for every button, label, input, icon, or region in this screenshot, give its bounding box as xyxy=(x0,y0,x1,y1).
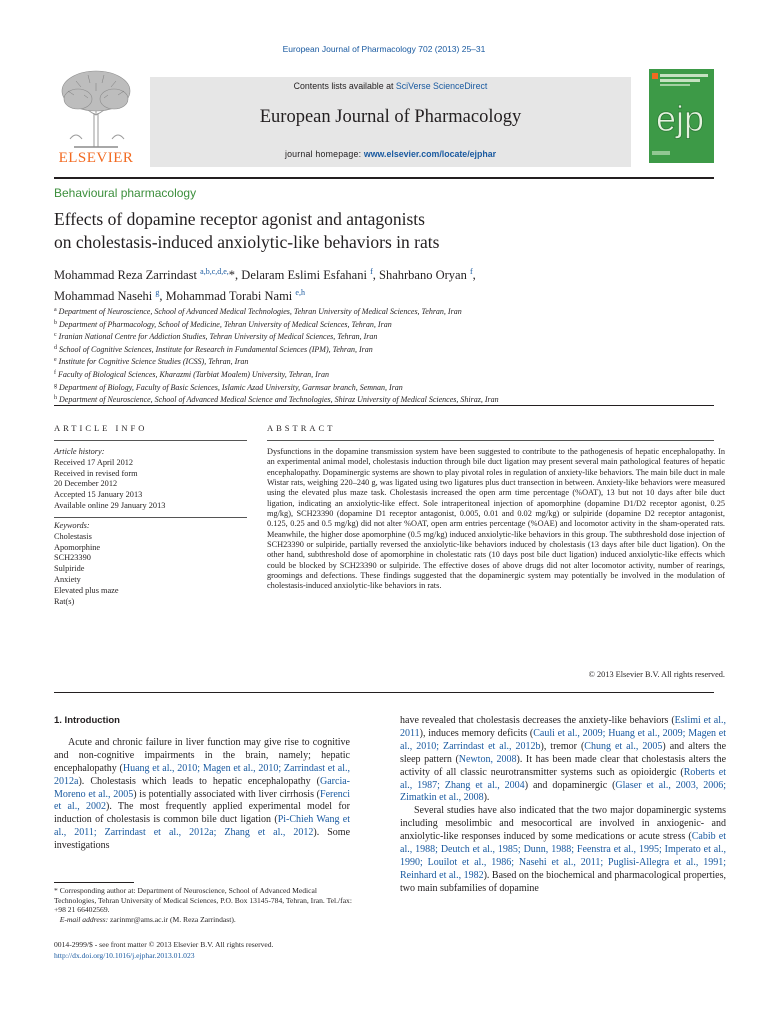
journal-citation[interactable]: European Journal of Pharmacology 702 (2013) 25–31 xyxy=(282,44,486,54)
affiliation: $^f$ Faculty of Biological Sciences, Kharazmi (Tarbiat Moalem) University, Tehran, Iran xyxy=(54,369,329,379)
abstract-text: Dysfunctions in the dopamine transmission system have been suggested to contribute to the pathogenesis of hepatic encephalopathy. In an experimental animal model, cholestasis induction through bile duct ligation may present several main pathological features of hepatic encephalopathy. Dopaminergic systems are shown to play pivotal roles in regulation of anxiety-like behaviors. The main bile duct in male Wistar rats, weighing 220–240 g, was ligated using two ligatures plus duct transection in between. Anxiety-like behaviors were measured using the elevated plus maze task. Cholestasis increased the open arm time percentage (%OAT), 13 but not 10 days after bile duct ligation, indicating an anxiolytic-like effect. Sole intraperitoneal injection of apomorphine (dopamine D1/D2 receptor agonist, 0.25 mg/kg), SCH23390 (dopamine D1 receptor antagonist, 0.005, 0.01 and 0.02 mg/kg) or sulpiride (dopamine D2 receptor antagonist, 0.125, 0.25 and 0.5 mg/kg) did not alter %OAT, open arm entries percentage (%OAE) and locomotor activity in the sham-operated rats. Meanwhile, the higher dose apomorphine (0.5 mg/kg) induced anxiolytic-like behaviors in this group. The subthreshold dose injection of SCH23390 or sulpiride, partially reversed the anxiolytic-like behaviors induced by cholestasis (13 days after bile duct ligation). On the other hand, subthreshold dose of apomorphine in cholestatic rats (10 days post bile duct ligation) induced anxiolytic-like effects which could be blocked by SCH23390 or sulpiride. The effective doses of above drugs did not alter locomotor activity, number of rearings, groomings and defections. These findings suggested that the dopaminergic system may potentially be involved in the modulation of cholestasis-induced anxiolytic-like behaviors in rats. xyxy=(267,447,725,591)
citation-link[interactable]: Pi-Chieh Wang et al., 2011; Zarrindast et al., 2012a; Zhang et al., 2012 xyxy=(54,814,351,839)
citation-link[interactable]: Huang et al., 2010; Magen et al., 2010; Zarrindast et al., 2012a xyxy=(54,762,350,787)
affiliation: $^c$ Iranian National Centre for Addiction Studies, Tehran University of Medical Sciences, Tehran, Iran xyxy=(54,332,378,342)
email-label: E-mail address: xyxy=(59,914,109,924)
citation-link[interactable]: Garcia-Moreno et al., 2005 xyxy=(54,775,350,800)
intro-paragraph xyxy=(400,715,726,805)
intro-paragraph xyxy=(54,737,350,853)
citation-link[interactable]: Newton, 2008 xyxy=(458,753,517,765)
corresponding-author-footnote xyxy=(54,886,354,924)
paragraph-text: Several studies have also indicated that the two major dopaminergic systems including mesolimbic and mesocortical are involved in anxiogenic- and anxiolytic-like responses induced by some medications or acute stress ( xyxy=(400,805,726,843)
article-info-heading: ARTICLE INFO xyxy=(54,423,148,433)
keyword: SCH23390 xyxy=(54,553,91,563)
author-affiliation-link[interactable]: f xyxy=(469,267,473,276)
history-item: Received in revised form xyxy=(54,468,138,478)
contents-prefix: Contents lists available at xyxy=(293,81,396,91)
affiliation: $^g$ Department of Biology, Faculty of Basic Sciences, Islamic Azad University, Garmsar branch, Semnan, Iran xyxy=(54,382,403,392)
keyword: Apomorphine xyxy=(54,542,101,552)
body-column-right xyxy=(400,715,726,896)
citation-link[interactable]: Eslimi et al., 2011 xyxy=(400,715,726,739)
paragraph-text: have revealed that cholestasis decreases the anxiety-like behaviors ( xyxy=(400,715,675,726)
keyword: Cholestasis xyxy=(54,531,92,541)
keyword: Anxiety xyxy=(54,574,81,584)
journal-cover-thumbnail[interactable] xyxy=(649,69,714,163)
author: Mohammad Nasehi $^g$, xyxy=(54,288,166,303)
citation-link[interactable]: Cabib et al., 1988; Deutch et al., 1985; Dunn, 1988; Feenstra et al., 1995; Imperato et al., 1990; Louilot et al., 1986; Nasehi et al., 2011; Puglisi-Allegra et al., 1991; Reinhard et al., 1982 xyxy=(400,831,727,881)
article-title xyxy=(54,208,714,254)
paragraph-text: Acute and chronic failure in liver function may give rise to cognitive and non-cognitive impairments in the brain, namely; hepatic encephalopathy ( xyxy=(54,736,350,774)
history-item: Accepted 15 January 2013 xyxy=(54,490,143,500)
homepage-prefix: journal homepage: xyxy=(284,149,364,159)
author-affiliation-link[interactable]: e,h xyxy=(295,288,305,297)
paragraph-text: ), tremor ( xyxy=(540,740,585,752)
body-column-left xyxy=(54,715,350,853)
homepage-line xyxy=(150,149,631,159)
citation-link[interactable]: Glaser et al., 2003, 2006; Zimatkin et al., 2008 xyxy=(400,779,726,804)
journal-header xyxy=(54,69,714,170)
issn-line: 0014-2999/$ - see front matter © 2013 Elsevier B.V. All rights reserved. xyxy=(54,940,274,949)
intro-paragraph xyxy=(400,805,726,895)
section-label: Behavioural pharmacology xyxy=(54,186,197,200)
keyword: Elevated plus maze xyxy=(54,585,119,595)
paragraph-text: ). It has been made clear that cholestasis alters the activity of all classic neurotransmitter systems such as opioidergic ( xyxy=(400,753,727,778)
keywords-rule xyxy=(54,517,247,518)
abstract-heading: ABSTRACT xyxy=(267,423,336,433)
paragraph-text: ). Cholestasis which leads to hepatic encephalopathy ( xyxy=(78,775,321,787)
author: Mohammad Reza Zarrindast $^{a,b,c,d,e,}$*, xyxy=(54,267,242,282)
title-line-2: on cholestasis-induced anxiolytic-like behaviors in rats xyxy=(54,232,440,252)
author: Delaram Eslimi Esfahani $^f$, xyxy=(241,267,379,282)
history-label: Article history: xyxy=(54,447,105,456)
footnote-rule xyxy=(54,882,134,883)
affiliation-rule xyxy=(54,405,714,406)
history-item: 20 December 2012 xyxy=(54,479,118,489)
corresponding-author-text: * Corresponding author at: Department of Neuroscience, School of Advanced Medical Technologies, Tehran University of Medical Sciences, P.O. Box 13145-784, Tehran, Iran. Tel./fax: +98 21 66402569. xyxy=(54,886,352,915)
history-item: Received 17 April 2012 xyxy=(54,457,134,467)
paragraph-text: ) is potentially associated with liver cirrhosis ( xyxy=(133,788,321,800)
keywords-label: Keywords: xyxy=(54,521,90,530)
history-item: Available online 29 January 2013 xyxy=(54,500,166,510)
doi-link[interactable]: http://dx.doi.org/10.1016/j.ejphar.2013.01.023 xyxy=(54,950,195,960)
paragraph-text: ) and dopaminergic ( xyxy=(524,779,616,791)
affiliation: $^b$ Department of Pharmacology, School of Medicine, Tehran University of Medical Sciences, Tehran, Iran xyxy=(54,319,392,329)
journal-name: European Journal of Pharmacology xyxy=(259,107,522,127)
keyword: Sulpiride xyxy=(54,564,85,574)
paragraph-text: ). Some investigations xyxy=(54,827,351,852)
author-list xyxy=(54,263,714,305)
affiliation: $^d$ School of Cognitive Sciences, Institute for Research in Fundamental Sciences (IPM), Tehran, Iran xyxy=(54,344,373,354)
keywords xyxy=(54,521,247,607)
corresponding-mark[interactable]: * xyxy=(228,268,236,282)
homepage-link[interactable]: www.elsevier.com/locate/ejphar xyxy=(363,149,497,159)
affiliation-list xyxy=(54,305,714,406)
elsevier-wordmark: ELSEVIER xyxy=(58,150,134,166)
email-address[interactable]: zarinmr@ams.ac.ir (M. Reza Zarrindast). xyxy=(108,914,236,924)
journal-banner xyxy=(150,77,631,167)
paragraph-text: ). Based on the biochemical and pharmacological properties, two main subfamilies of dopamine xyxy=(400,869,727,894)
sciencedirect-link[interactable]: SciVerse ScienceDirect xyxy=(395,81,488,91)
contents-line xyxy=(150,81,631,91)
article-info-rule xyxy=(54,440,247,441)
author: Mohammad Torabi Nami $^{e,h}$ xyxy=(165,288,305,303)
paragraph-text: ). xyxy=(483,792,490,804)
article-history xyxy=(54,447,247,512)
author-affiliation-link[interactable]: f xyxy=(370,267,373,276)
citation-link[interactable]: Roberts et al., 1987; Zhang et al., 2004 xyxy=(400,766,726,791)
citation-link[interactable]: Ferenci et al., 2002 xyxy=(54,788,351,813)
author-affiliation-link[interactable]: g xyxy=(155,288,160,297)
author: Shahrbano Oryan $^f$, xyxy=(379,267,476,282)
paragraph-text: ) and alters the sleep pattern ( xyxy=(400,740,727,765)
citation-link[interactable]: Chung et al., 2005 xyxy=(584,740,663,752)
affiliation: $^e$ Institute for Cognitive Science Studies (ICSS), Tehran, Iran xyxy=(54,357,249,367)
abstract-copyright: © 2013 Elsevier B.V. All rights reserved. xyxy=(588,670,725,679)
affiliation: $^h$ Department of Neuroscience, School of Advanced Medical Science and Technologies, Shiraz University of Medical Sciences, Shiraz, Iran xyxy=(54,395,499,405)
keyword: Rat(s) xyxy=(54,596,75,606)
email-line xyxy=(54,915,354,925)
abstract-bottom-rule xyxy=(54,692,714,693)
author-affiliation-link[interactable]: a,b,c,d,e, xyxy=(200,267,229,276)
title-line-1: Effects of dopamine receptor agonist and antagonists xyxy=(54,209,425,229)
cover-logo-text: ejp xyxy=(655,98,705,139)
paragraph-text: ), induces memory deficits ( xyxy=(419,727,534,739)
abstract-rule xyxy=(267,440,714,441)
citation-link[interactable]: Cauli et al., 2009; Huang et al., 2009; Magen et al., 2010; Zarrindast et al., 2012b xyxy=(400,727,726,752)
header-rule xyxy=(54,177,714,179)
front-matter-meta xyxy=(54,940,384,961)
affiliation: $^a$ Department of Neuroscience, School of Advanced Medical Technologies, Tehran University of Medical Sciences, Tehran, Iran xyxy=(54,307,462,316)
paragraph-text: ). The most frequently applied experimental model for induction of cholestasis is common bile duct ligation ( xyxy=(54,801,350,826)
intro-heading: 1. Introduction xyxy=(54,715,120,726)
